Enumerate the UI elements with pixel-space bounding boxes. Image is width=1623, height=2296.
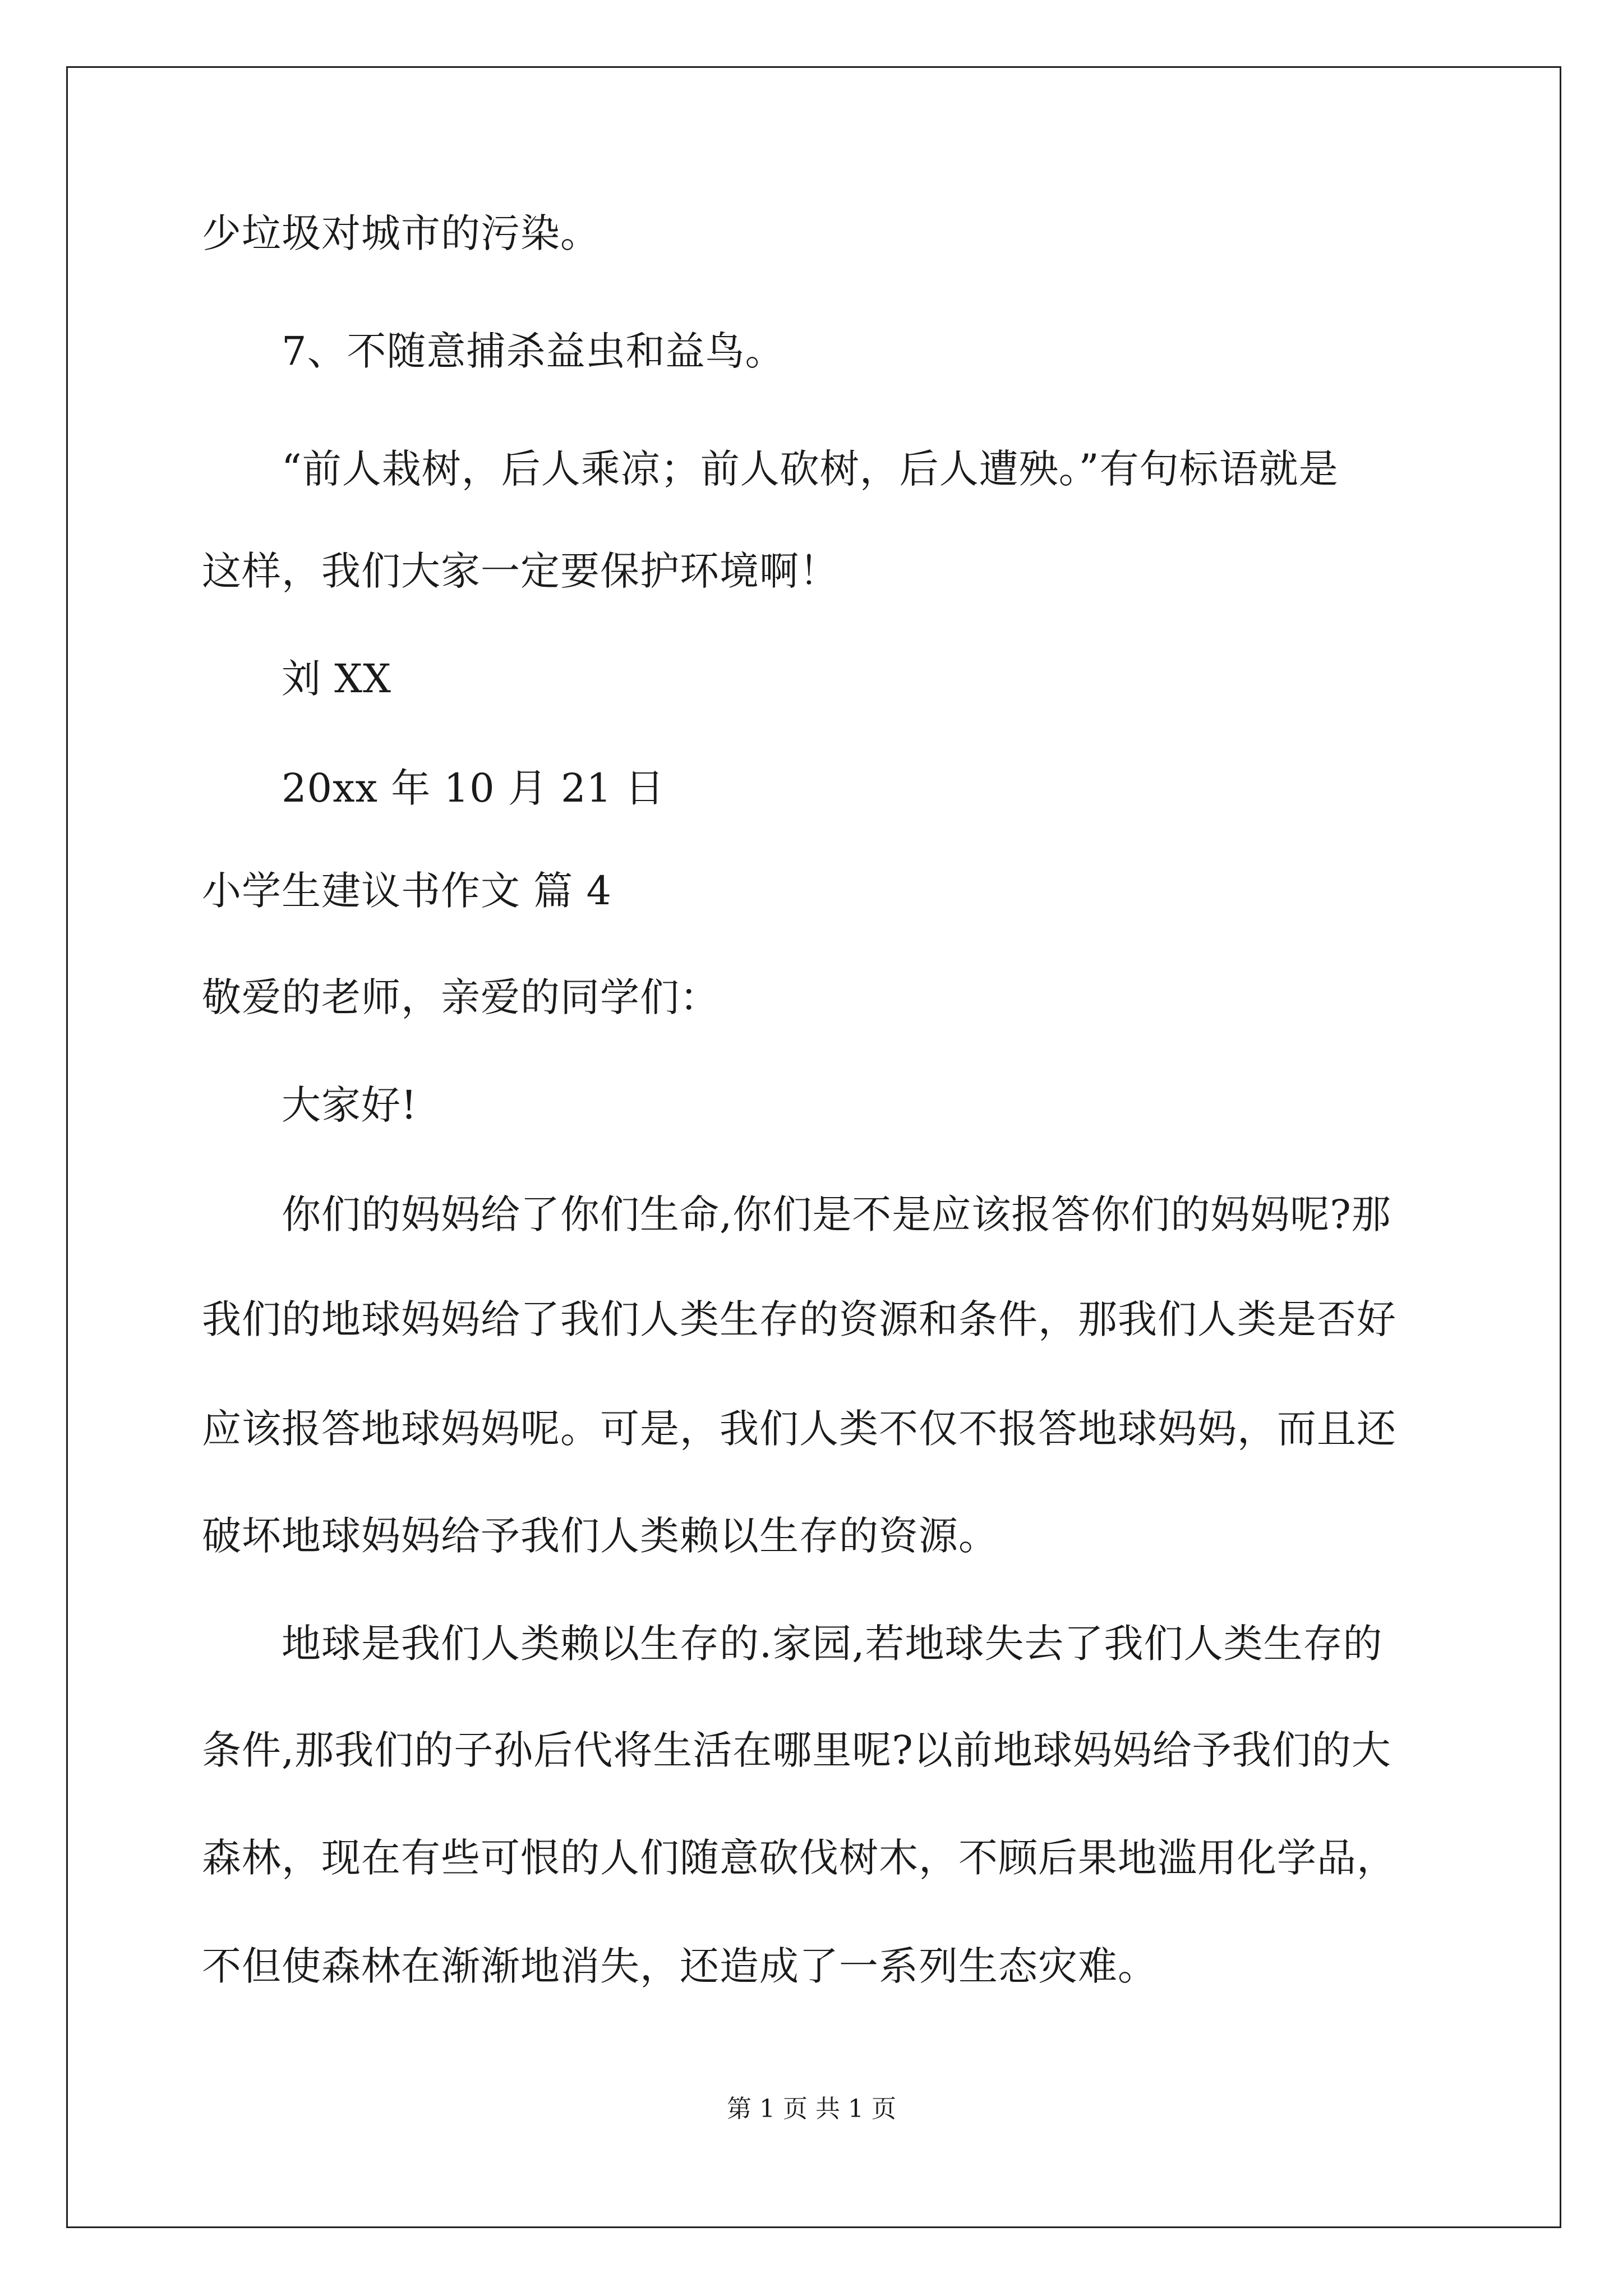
text-line: 森林，现在有些可恨的人们随意砍伐树木，不顾后果地滥用化学品，: [202, 1835, 1396, 1881]
text-line: 少垃圾对城市的污染。: [202, 210, 600, 256]
text-line: 你们的妈妈给了你们生命,你们是不是应该报答你们的妈妈呢?那: [282, 1191, 1391, 1237]
signature-name: 刘 XX: [282, 656, 391, 702]
text-line: 应该报答地球妈妈呢。可是，我们人类不仅不报答地球妈妈，而且还: [202, 1406, 1396, 1452]
text-line: “前人栽树，后人乘凉；前人砍树，后人遭殃。”有句标语就是: [282, 446, 1339, 492]
list-item: 7、不随意捕杀益虫和益鸟。: [282, 328, 785, 374]
text-line: 地球是我们人类赖以生存的.家园,若地球失去了我们人类生存的: [282, 1621, 1383, 1667]
page-footer: 第 1 页 共 1 页: [727, 2095, 896, 2123]
text-line: 条件,那我们的子孙后代将生活在哪里呢?以前地球妈妈给予我们的大: [202, 1727, 1391, 1773]
text-line: 这样，我们大家一定要保护环境啊！: [202, 548, 839, 594]
text-line: 我们的地球妈妈给了我们人类生存的资源和条件，那我们人类是否好: [202, 1296, 1396, 1342]
salutation: 敬爱的老师，亲爱的同学们：: [202, 974, 720, 1020]
signature-date: 20xx 年 10 月 21 日: [282, 765, 665, 811]
page-border: [66, 66, 1561, 2228]
greeting: 大家好!: [282, 1082, 418, 1128]
section-heading: 小学生建议书作文 篇 4: [202, 868, 612, 914]
text-line: 不但使森林在渐渐地消失，还造成了一系列生态灾难。: [202, 1943, 1158, 1989]
text-line: 破坏地球妈妈给予我们人类赖以生存的资源。: [202, 1513, 998, 1559]
